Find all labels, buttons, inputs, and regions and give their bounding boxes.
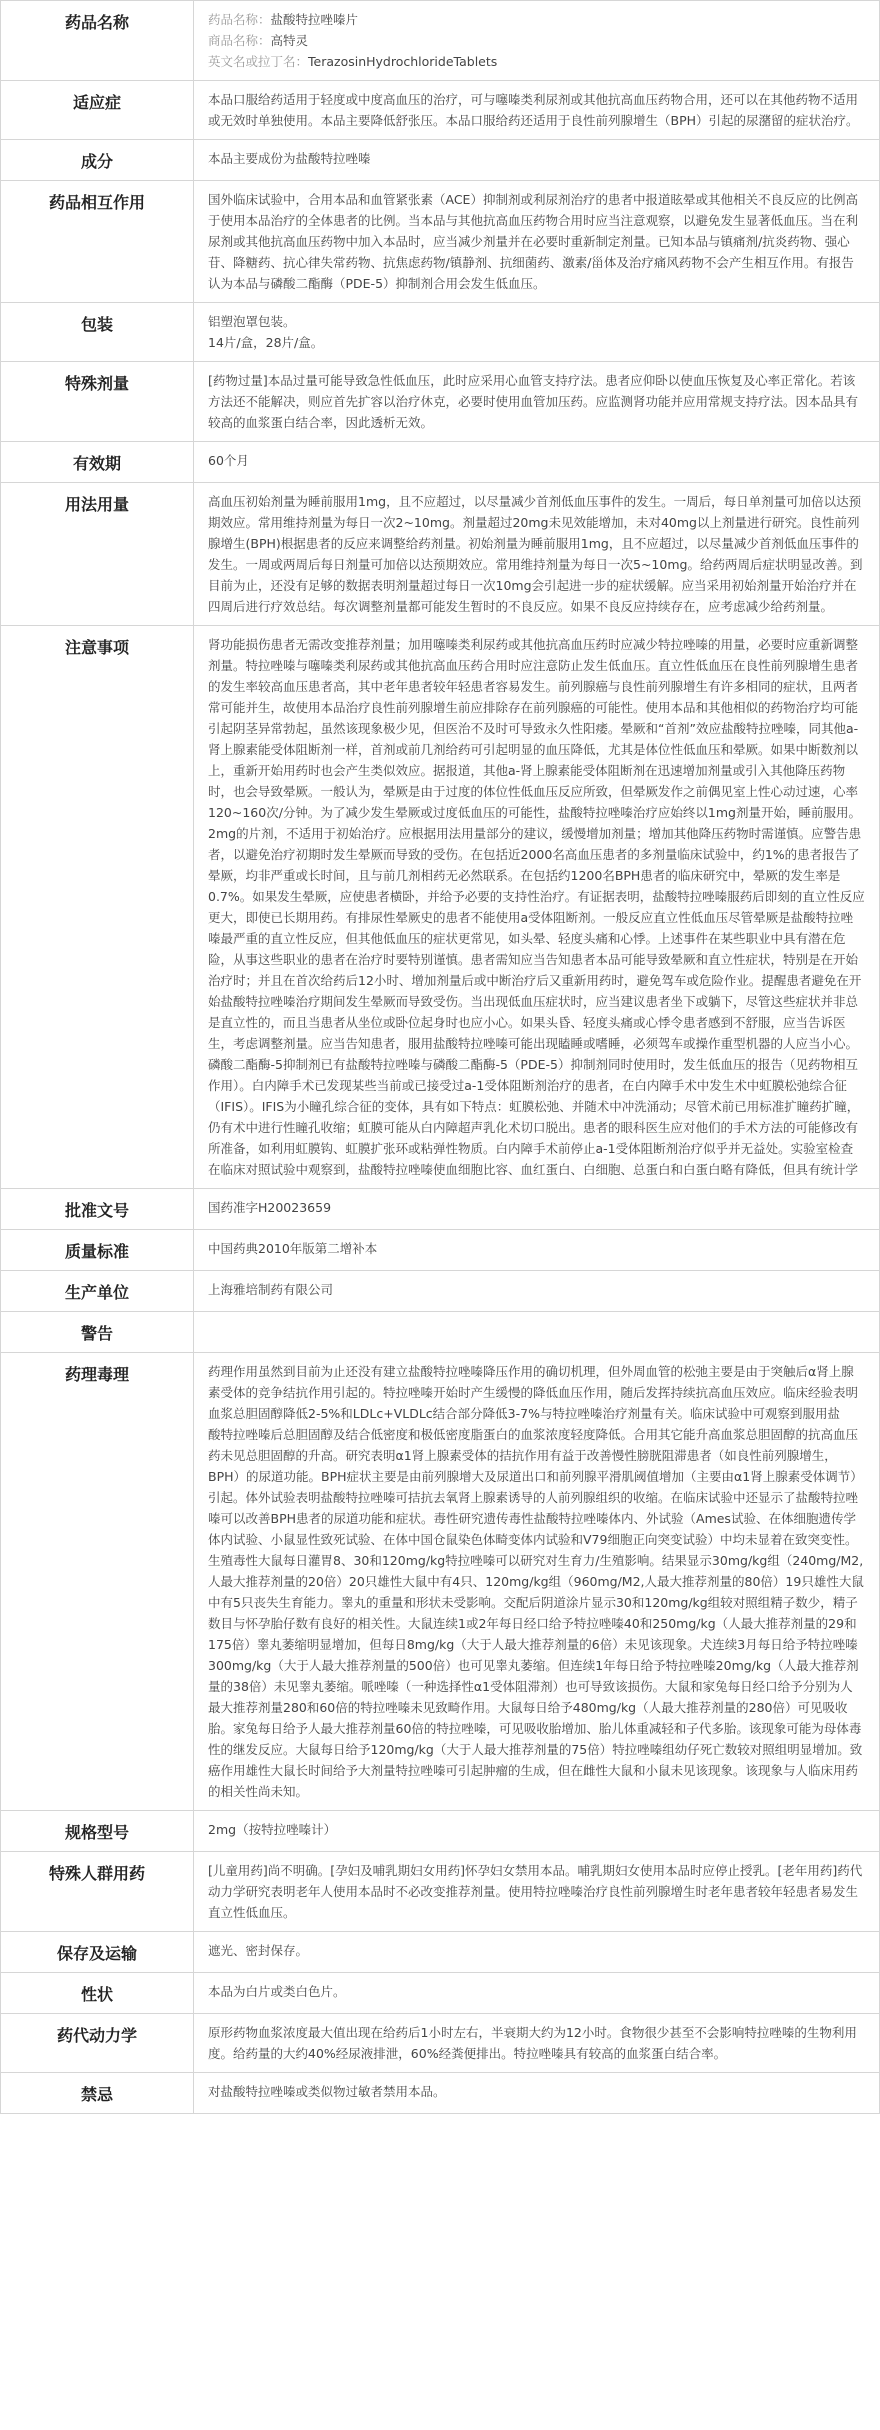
row-label: 药理毒理 xyxy=(1,1353,194,1811)
row-label: 药品名称 xyxy=(1,1,194,81)
row-special-population xyxy=(1,1852,880,1932)
row-validity xyxy=(1,442,880,483)
row-content: 上海雅培制药有限公司 xyxy=(194,1271,880,1312)
row-interaction xyxy=(1,181,880,303)
row-label: 生产单位 xyxy=(1,1271,194,1312)
row-label: 注意事项 xyxy=(1,626,194,1189)
row-content: 国外临床试验中，合用本品和血管紧张素（ACE）抑制剂或利尿剂治疗的患者中报道眩晕或其他相关不良反应的比例高于使用本品治疗的全体患者的比例。当本品与其他抗高血压药物合用时应当注意观察，以避免发生显著低血压。当在利尿剂或其他抗高血压药物中加入本品时，应当减少剂量并在必要时重新制定剂量。已知本品与镇痛剂/抗炎药物、强心苷、降糖药、抗心律失常药物、抗焦虑药物/镇静剂、抗细菌药、激素/甾体及治疗痛风药物不会产生相互作用。有报告认为本品与磷酸二酯酶（PDE-5）抑制剂合用会发生低血压。 xyxy=(194,181,880,303)
row-label: 保存及运输 xyxy=(1,1932,194,1973)
row-label: 特殊剂量 xyxy=(1,362,194,442)
row-content: 本品主要成份为盐酸特拉唑嗪 xyxy=(194,140,880,181)
row-toxicology xyxy=(1,1353,880,1811)
row-content: 原形药物血浆浓度最大值出现在给药后1小时左右，半衰期大约为12小时。食物很少甚至不会影响特拉唑嗪的生物利用度。给药量的大约40%经尿液排泄，60%经粪便排出。特拉唑嗪具有较高的血浆蛋白结合率。 xyxy=(194,2014,880,2073)
caution-paragraph: 肾功能损伤患者无需改变推荐剂量；加用噻嗪类利尿药或其他抗高血压药时应减少特拉唑嗪的用量，必要时应重新调整剂量。特拉唑嗪与噻嗪类利尿药或其他抗高血压药合用时应注意防止发生低血压。直立性低血压在良性前列腺增生患者的发生率较高血压患者高，其中老年患者较年轻患者容易发生。前列腺癌与良性前列腺增生有许多相同的症状，且两者常可能并生，故使用本品治疗良性前列腺增生前应排除存在前列腺癌的可能性。使用本品和其他相似的药物治疗均可能引起阴茎异常勃起，虽然该现象极少见，但医治不及时可导致永久性阳痿。晕厥和“首剂”效应盐酸特拉唑嗪，同其他a-肾上腺素能受体阻断剂一样，首剂或前几剂给药可引起明显的血压降低，尤其是体位性低血压和晕厥。如果中断数剂以上，重新开始用药时也会产生类似效应。据报道，其他a-肾上腺素能受体阻断剂在迅速增加剂量或引入其他降压药物时，也会导致晕厥。一般认为，晕厥是由于过度的体位性低血压反应所致，但晕厥发作之前偶见室上性心动过速，心率120~160次/分钟。为了减少发生晕厥或过度低血压的可能性，盐酸特拉唑嗪治疗应始终以1mg剂量开始，睡前服用。 xyxy=(208,637,861,820)
row-contraindication xyxy=(1,2073,880,2114)
toxicology-paragraph: 药理作用虽然到目前为止还没有建立盐酸特拉唑嗪降压作用的确切机理，但外周血管的松弛主要是由于突触后α肾上腺素受体的竞争结抗作用引起的。特拉唑嗪开始时产生缓慢的降低血压作用，随后发挥持续抗高血压效应。临床经验表明血浆总胆固醇降低2-5%和LDLc+VLDLc结合部分降低3-7%与特拉唑嗪治疗剂量有关。临床试验中可观察到服用盐 xyxy=(208,1364,859,1421)
row-pharmacokinetics xyxy=(1,2014,880,2073)
row-content: [药物过量]本品过量可能导致急性低血压，此时应采用心血管支持疗法。患者应仰卧以使血压恢复及心率正常化。若该方法还不能解决，则应首先扩容以治疗休克，必要时使用血管加压药。应监测肾功能并应用常规支持疗法。因本品具有较高的血浆蛋白结合率，因此透析无效。 xyxy=(194,362,880,442)
row-label: 特殊人群用药 xyxy=(1,1852,194,1932)
caution-paragraph: 2mg的片剂，不适用于初始治疗。应根据用法用量部分的建议，缓慢增加剂量；增加其他降压药物时需谨慎。应警告患者，以避免治疗初期时发生晕厥而导致的受伤。在包括近2000名高血压患者的多剂量临床试验中，约1%的患者报告了晕厥，均非严重或长时间，且与前几剂相药无必然联系。在包括约1200名BPH患者的临床研究中，晕厥的发生率是0.7%。如果发生晕厥，应使患者横卧，并给予必要的支持性治疗。有证据表明，盐酸特拉唑嗪服药后即刻的直立性反应更大，即使已长期用药。有排尿性晕厥史的患者不能使用a受体阻断剂。一般反应直立性低血压尽管晕厥是盐酸特拉唑嗪最严重的直立性反应，但其他低血压的症状更常见，如头晕、轻度头痛和心悸。上述事件在某些职业中具有潜在危险，从事这些职业的患者在治疗时要特别谨慎。患者需知应当告知患者本品可能导致晕厥和直立性症状，特别是在开始治疗时；并且在首次给药后12小时、增加剂量后或中断治疗后又重新用药时，避免驾车或危险作业。提醒患者避免在开始盐酸特拉唑嗪治疗期间发生晕厥而导致受伤。当出现低血压症状时，应当建议患者坐下或躺下，尽管这些症状并非总是直立性的，而且当患者从坐位或卧位起身时也应小心。如果头昏、轻度头痛或心悸令患者感到不舒服，应当告诉医生，考虑调整剂量。应当告知患者，服用盐酸特拉唑嗪可能出现瞌睡或嗜睡，必须驾车或操作重型机器的人应当小心。磷酸二酯酶-5抑制剂已有盐酸特拉唑嗪与磷酸二酯酶-5（PDE-5）抑制剂同时使用时，发生低血压的报告（见药物相互作用）。白内障手术已发现某些当前或已接受过a-1受体阻断剂治疗的患者，在白内障手术中发生术中虹膜松弛综合征（IFIS）。IFIS为小瞳孔综合征的变体，具有如下特点：虹膜松弛、并随术中冲洗涌动；尽管术前已用标准扩瞳药扩瞳，仍有术中进行性瞳孔收缩；虹膜可能从白内障超声乳化术切口脱出。患者的眼科医生应对他们的手术方法的可能修改有所准备，如利用虹膜钩、虹膜扩张环或粘弹性物质。白内障手术前停止a-1受体阻断剂治疗似乎并无益处。实验室检查在临床对照试验中观察到，盐酸特拉唑嗪使血细胞比容、血红蛋白、白细胞、总蛋白和白蛋白略有降低，但具有统计学 xyxy=(208,826,865,1177)
row-quality xyxy=(1,1230,880,1271)
row-manufacturer xyxy=(1,1271,880,1312)
row-label: 警告 xyxy=(1,1312,194,1353)
row-name xyxy=(1,1,880,81)
row-label: 批准文号 xyxy=(1,1189,194,1230)
row-label: 包装 xyxy=(1,303,194,362)
english-name-line: 英文名或拉丁名：TerazosinHydrochlorideTablets xyxy=(208,54,498,69)
row-label: 性状 xyxy=(1,1973,194,2014)
row-warning xyxy=(1,1312,880,1353)
row-content: 对盐酸特拉唑嗪或类似物过敏者禁用本品。 xyxy=(194,2073,880,2114)
row-content xyxy=(194,1353,880,1811)
row-content: 本品口服给药适用于轻度或中度高血压的治疗，可与噻嗪类利尿剂或其他抗高血压药物合用，还可以在其他药物不适用或无效时单独使用。本品主要降低舒张压。本品口服给药还适用于良性前列腺增生（BPH）引起的尿潴留的症状治疗。 xyxy=(194,81,880,140)
row-content xyxy=(194,626,880,1189)
toxicology-paragraph: 酸特拉唑嗪后总胆固醇及结合低密度和极低密度脂蛋白的血浆浓度轻度降低。合用其它能升高血浆总胆固醇的抗高血压药未见总胆固醇的升高。研究表明α1肾上腺素受体的拮抗作用有益于改善慢性膀胱阻滞患者（如良性前列腺增生，BPH）的尿道功能。BPH症状主要是由前列腺增大及尿道出口和前列腺平滑肌阈值增加（主要由α1肾上腺素受体调节）引起。体外试验表明盐酸特拉唑嗪可拮抗去氧肾上腺素诱导的人前列腺组织的收缩。在临床试验中还显示了盐酸特拉唑嗪可以改善BPH患者的尿道功能和症状。毒性研究遗传毒性盐酸特拉唑嗪体内、外试验（Ames试验、在体细胞遗传学体内试验、小鼠显性致死试验、在体中国仓鼠染色体畸变体内试验和V79细胞正向突变试验）中均未显着在致突变性。生殖毒性大鼠每日灌胃8、30和120mg/kg特拉唑嗪可以研究对生育力/生殖影响。结果显示30mg/kg组（240mg/M2,人最大推荐剂量的20倍）20只雄性大鼠中有4只、120mg/kg组（960mg/M2,人最大推荐剂量的80倍）19只雄性大鼠中有5只丧失生育能力。睾丸的重量和形状未受影响。交配后阴道涂片显示30和120mg/kg组较对照组精子数少，精子数目与怀孕胎仔数有良好的相关性。大鼠连续1或2年每日经口给予特拉唑嗪40和250mg/kg（人最大推荐剂量的29和175倍）睾丸萎缩明显增加，但每日8mg/kg（大于人最大推荐剂量的6倍）未见该现象。犬连续3月每日给予特拉唑嗪300mg/kg（大于人最大推荐剂量的500倍）也可见睾丸萎缩。但连续1年每日给予特拉唑嗪20mg/kg（人最大推荐剂量的38倍）未见睾丸萎缩。哌唑嗪（一种选择性α1受体阻滞剂）也可导致该损伤。大鼠和家兔每日经口给予分别为人最大推荐剂量280和60倍的特拉唑嗪未见致畸作用。大鼠每日给予480mg/kg（人最大推荐剂量的280倍）可见吸收胎。家兔每日给予人最大推荐剂量60倍的特拉唑嗪，可见吸收胎增加、胎儿体重减轻和子代多胎。该现象可能为母体毒性的继发反应。大鼠每日给予120mg/kg（大于人最大推荐剂量的75倍）特拉唑嗪组幼仔死亡数较对照组明显增加。致癌作用雄性大鼠长时间给予大剂量特拉唑嗪可引起肿瘤的生成，但在雌性大鼠和小鼠未见该现象。该现象与人临床用药的相关性尚未知。 xyxy=(208,1427,864,1799)
row-overdose xyxy=(1,362,880,442)
row-caution xyxy=(1,626,880,1189)
row-composition xyxy=(1,140,880,181)
row-content: 本品为白片或类白色片。 xyxy=(194,1973,880,2014)
row-label: 有效期 xyxy=(1,442,194,483)
package-line: 铝塑泡罩包装。 xyxy=(208,314,296,329)
package-line: 14片/盒，28片/盒。 xyxy=(208,335,324,350)
row-label: 药品相互作用 xyxy=(1,181,194,303)
row-dosage xyxy=(1,483,880,626)
generic-name-line: 药品名称：盐酸特拉唑嗪片 xyxy=(208,12,359,27)
row-content: [儿童用药]尚不明确。[孕妇及哺乳期妇女用药]怀孕妇女禁用本品。哺乳期妇女使用本品时应停止授乳。[老年用药]药代动力学研究表明老年人使用本品时不必改变推荐剂量。使用特拉唑嗪治疗良性前列腺增生时老年患者较年轻患者易发生直立性低血压。 xyxy=(194,1852,880,1932)
row-storage xyxy=(1,1932,880,1973)
row-content xyxy=(194,1312,880,1353)
row-content: 60个月 xyxy=(194,442,880,483)
trade-name-line: 商品名称：高特灵 xyxy=(208,33,309,48)
row-label: 药代动力学 xyxy=(1,2014,194,2073)
row-approval xyxy=(1,1189,880,1230)
row-label: 用法用量 xyxy=(1,483,194,626)
row-content xyxy=(194,303,880,362)
row-content: 2mg（按特拉唑嗪计） xyxy=(194,1811,880,1852)
row-label: 规格型号 xyxy=(1,1811,194,1852)
row-content: 遮光、密封保存。 xyxy=(194,1932,880,1973)
row-label: 成分 xyxy=(1,140,194,181)
row-indication xyxy=(1,81,880,140)
row-specification xyxy=(1,1811,880,1852)
row-label: 禁忌 xyxy=(1,2073,194,2114)
row-label: 适应症 xyxy=(1,81,194,140)
row-content: 中国药典2010年版第二增补本 xyxy=(194,1230,880,1271)
row-content xyxy=(194,1,880,81)
row-package xyxy=(1,303,880,362)
row-character xyxy=(1,1973,880,2014)
row-content: 国药准字H20023659 xyxy=(194,1189,880,1230)
row-content: 高血压初始剂量为睡前服用1mg，且不应超过，以尽量减少首剂低血压事件的发生。一周后，每日单剂量可加倍以达预期效应。常用维持剂量为每日一次2~10mg。剂量超过20mg未见效能增加，未对40mg以上剂量进行研究。良性前列腺增生(BPH)根据患者的反应来调整给药剂量。初始剂量为睡前服用1mg，且不应超过，以尽量减少首剂低血压事件的发生。一周或两周后每日剂量可加倍以达预期效应。常用维持剂量为每日一次5~10mg。给药两周后症状明显改善。到目前为止，还没有足够的数据表明剂量超过每日一次10mg会引起进一步的症状缓解。应当采用初始剂量开始治疗并在四周后进行疗效总结。每次调整剂量都可能发生暂时的不良反应。如果不良反应持续存在，应考虑减少给药剂量。 xyxy=(194,483,880,626)
row-label: 质量标准 xyxy=(1,1230,194,1271)
